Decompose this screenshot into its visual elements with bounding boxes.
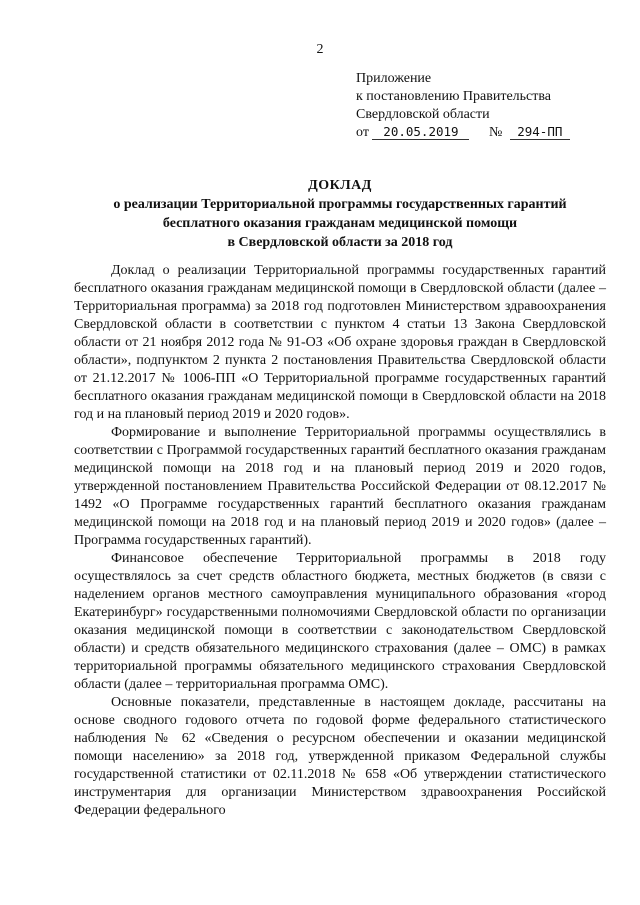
appendix-line-date xyxy=(356,124,626,142)
appendix-line-1: Приложение xyxy=(356,71,432,86)
title-main: ДОКЛАД xyxy=(308,178,372,193)
page-number: 2 xyxy=(316,42,324,57)
title-line-1: о реализации Территориальной программы государственных гарантий xyxy=(113,197,567,212)
appendix-block xyxy=(356,70,626,142)
appendix-line-2: к постановлению Правительства xyxy=(356,89,552,104)
document-title xyxy=(74,176,606,252)
paragraph: Доклад о реализации Территориальной программы государственных гарантий бесплатного оказания гражданам медицинской помощи в Свердловской области (далее – Территориальная программа) за 2018 год подготовлен Министерством здравоохранения Свердловской области в соответствии с пунктом 4 статьи 13 Закона Свердловской области от 21 ноября 2012 года № 91-ОЗ «Об охране здоровья граждан в Свердловской области», подпунктом 2 пункта 2 постановления Правительства Свердловской области от 21.12.2017 № 1006-ПП «О Территориальной программе государственных гарантий бесплатного оказания гражданам медицинской помощи в Свердловской области на 2018 год и на плановый период 2019 и 2020 годов». xyxy=(74,263,606,422)
from-label: от xyxy=(356,125,369,140)
decree-date: 20.05.2019 xyxy=(372,124,469,140)
document-body xyxy=(74,262,606,820)
appendix-line-3: Свердловской области xyxy=(356,107,490,122)
number-label: № xyxy=(488,125,503,140)
paragraph: Формирование и выполнение Территориальной программы осуществлялись в соответствии с Программой государственных гарантий бесплатного оказания гражданам медицинской помощи на 2018 год и на плановый период 2019 и 2020 годов, утвержденной постановлением Правительства Российской Федерации от 08.12.2017 № 1492 «О Программе государственных гарантий бесплатного оказания гражданам медицинской помощи на 2018 год и на плановый период 2019 и 2020 годов» (далее – Программа государственных гарантий). xyxy=(74,425,606,548)
title-line-3: в Свердловской области за 2018 год xyxy=(227,235,453,250)
paragraph: Финансовое обеспечение Территориальной программы в 2018 году осуществлялось за счет средств областного бюджета, местных бюджетов (в связи с наделением органов местного самоуправления муниципального образования «город Екатеринбург» государственными полномочиями Свердловской области по организации оказания медицинской помощи в соответствии с законодательством Свердловской области) и средств обязательного медицинского страхования (далее – ОМС) в рамках территориальной программы обязательного медицинского страхования Свердловской области (далее – территориальная программа ОМС). xyxy=(74,551,606,692)
decree-number: 294-ПП xyxy=(510,124,570,140)
title-line-2: бесплатного оказания гражданам медицинской помощи xyxy=(162,216,518,231)
paragraph: Основные показатели, представленные в настоящем докладе, рассчитаны на основе сводного годового отчета по годовой форме федерального статистического наблюдения № 62 «Сведения о ресурсном обеспечении и оказании медицинской помощи населению» за 2018 год, утвержденной приказом Федеральной службы государственной статистики от 02.11.2018 № 658 «Об утверждении статистического инструментария для организации Министерством здравоохранения Российской Федерации федерального xyxy=(74,695,606,818)
